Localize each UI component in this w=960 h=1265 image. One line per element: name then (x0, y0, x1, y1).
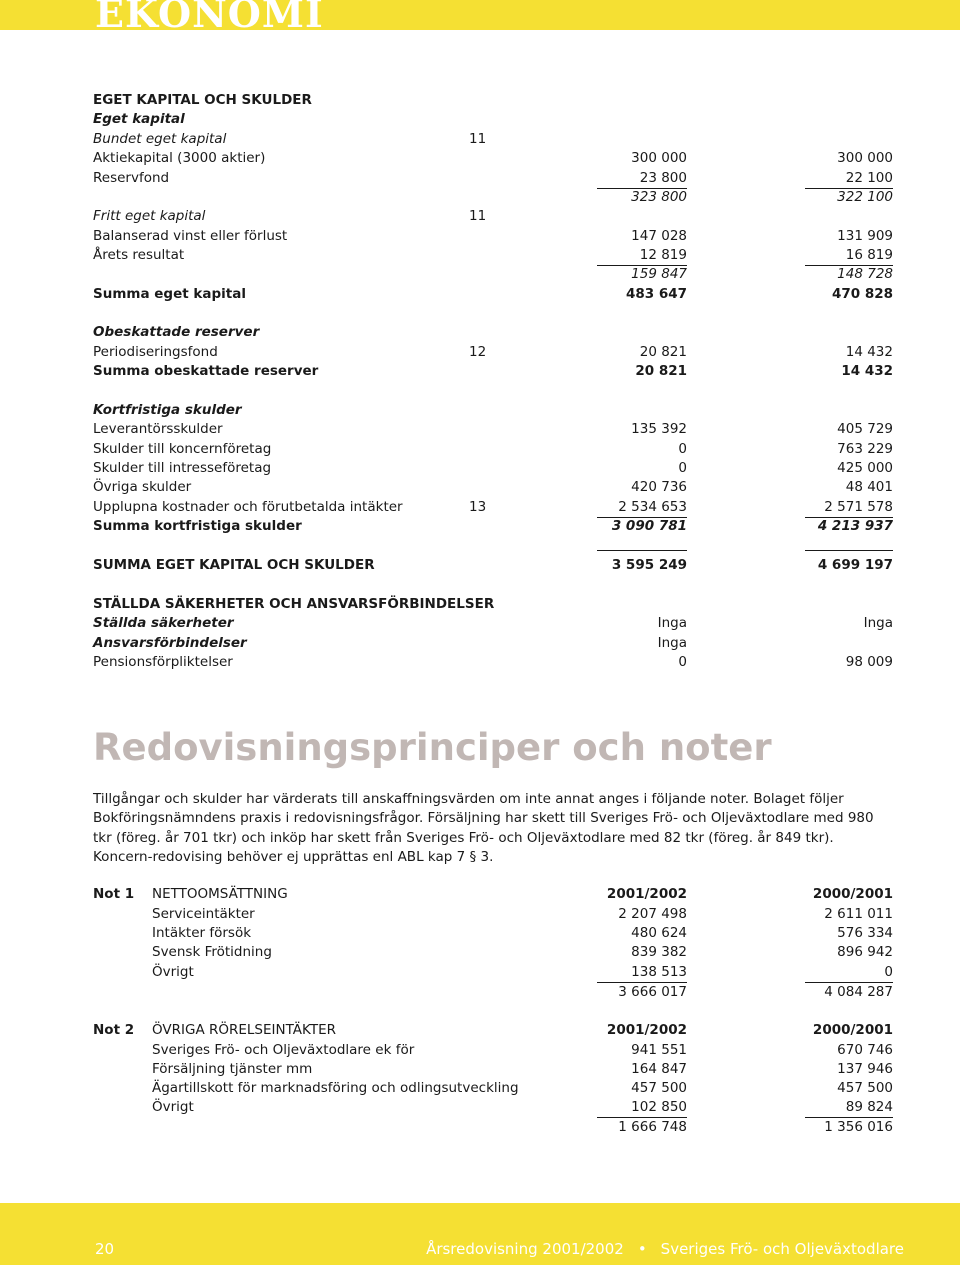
row-label: Svensk Frötidning (152, 944, 272, 960)
table-row (0, 653, 960, 672)
value-previous: 0 (884, 964, 893, 980)
row-label: SUMMA EGET KAPITAL OCH SKULDER (93, 557, 375, 573)
table-row (0, 905, 960, 924)
table-row (0, 943, 960, 962)
value-previous: 405 729 (837, 421, 893, 437)
table-row (0, 459, 960, 478)
value-current: 941 551 (631, 1042, 687, 1058)
subsection-heading: Obeskattade reserver (93, 324, 260, 340)
table-row (0, 963, 960, 982)
value-previous: 763 229 (837, 441, 893, 457)
value-previous: 670 746 (837, 1042, 893, 1058)
value-previous: Inga (863, 615, 893, 631)
table-row (0, 614, 960, 633)
value-current: 483 647 (625, 286, 687, 302)
organization-name: Sveriges Frö- och Oljeväxtodlare (660, 1240, 904, 1258)
value-previous: 98 009 (845, 654, 893, 670)
table-row (0, 1079, 960, 1098)
value-previous: 137 946 (837, 1061, 893, 1077)
header-band (0, 0, 960, 30)
row-label: Övriga skulder (93, 479, 192, 495)
value-current: 300 000 (631, 150, 687, 166)
row-label: Övrigt (152, 964, 194, 980)
value-current: 23 800 (639, 170, 687, 186)
table-row (0, 498, 960, 517)
value-previous: 89 824 (845, 1099, 893, 1115)
table-row (0, 246, 960, 265)
value-previous: 470 828 (831, 286, 893, 302)
value-previous: 14 432 (845, 344, 893, 360)
note-ref: 13 (469, 499, 487, 515)
value-current: 20 821 (639, 344, 687, 360)
value-previous: 131 909 (837, 228, 893, 244)
row-label: Ansvarsförbindelser (93, 635, 247, 651)
value-previous: 2 611 011 (824, 906, 893, 922)
value-current: 147 028 (631, 228, 687, 244)
page-title: EKONOMI (95, 0, 324, 30)
table-row (0, 265, 960, 284)
value-previous: 300 000 (837, 150, 893, 166)
table-row (0, 362, 960, 381)
table-row (0, 343, 960, 362)
value-current: 0 (678, 441, 687, 457)
row-label: Intäkter försök (152, 925, 252, 941)
value-previous: 16 819 (845, 247, 893, 263)
table-row (0, 207, 960, 226)
value-current: 2 534 653 (618, 499, 687, 515)
value-current: 3 090 781 (611, 518, 687, 534)
value-previous: 1 356 016 (824, 1119, 893, 1135)
row-label: Bundet eget kapital (93, 131, 227, 147)
section-heading: STÄLLDA SÄKERHETER OCH ANSVARSFÖRBINDELSER (93, 596, 495, 612)
column-header: 2000/2001 (812, 1022, 893, 1038)
value-previous: 457 500 (837, 1080, 893, 1096)
table-row (0, 634, 960, 653)
row-label: Skulder till koncernföretag (93, 441, 272, 457)
sum-rule (597, 550, 687, 551)
subsection-heading: Kortfristiga skulder (93, 402, 242, 418)
value-current: 135 392 (631, 421, 687, 437)
row-label: Periodiseringsfond (93, 344, 218, 360)
table-row (0, 169, 960, 188)
column-header: 2001/2002 (606, 1022, 687, 1038)
row-label: Fritt eget kapital (93, 208, 206, 224)
table-row (0, 1118, 960, 1137)
bullet-separator: • (637, 1240, 647, 1258)
note-ref: 12 (469, 344, 487, 360)
table-row (0, 149, 960, 168)
principles-paragraph: Tillgångar och skulder har värderats till anskaffningsvärden om inte annat anges i följande noter. Bolaget följer Bokföringsnämndens praxis i redovisningsfrågor. Försäljning har skett till Sveriges Frö- och Oljeväxtodlare med 980 tkr (föreg. år 701 tkr) och inköp har skett från Sveriges Frö- och Oljeväxtodlare med 82 tkr (föreg. år 849 tkr). Koncern-redovising behöver ej upprättas enl ABL kap 7 § 3. (93, 791, 874, 866)
table-row (0, 1041, 960, 1060)
table-row (0, 130, 960, 149)
value-previous: 22 100 (845, 170, 893, 186)
table-row (0, 1098, 960, 1117)
value-previous: 425 000 (837, 460, 893, 476)
value-current: 1 666 748 (618, 1119, 687, 1135)
value-previous: 4 699 197 (817, 557, 893, 573)
footer-text (426, 1240, 904, 1258)
value-current: 159 847 (631, 266, 687, 282)
table-row (0, 110, 960, 129)
row-label: Pensionsförpliktelser (93, 654, 233, 670)
note-title: NETTOOMSÄTTNING (152, 886, 288, 902)
row-label: Summa eget kapital (93, 286, 246, 302)
table-row (0, 1060, 960, 1079)
value-current: Inga (657, 635, 687, 651)
value-current: 839 382 (631, 944, 687, 960)
value-current: 420 736 (631, 479, 687, 495)
value-current: Inga (657, 615, 687, 631)
note-label: Not 1 (93, 886, 135, 902)
value-current: 480 624 (631, 925, 687, 941)
value-current: 164 847 (631, 1061, 687, 1077)
note-ref: 11 (469, 208, 487, 224)
column-header: 2001/2002 (606, 886, 687, 902)
section-heading: EGET KAPITAL OCH SKULDER (93, 92, 312, 108)
row-label: Årets resultat (93, 247, 185, 263)
table-row (0, 440, 960, 459)
row-label: Balanserad vinst eller förlust (93, 228, 288, 244)
row-label: Skulder till intresseföretag (93, 460, 272, 476)
table-row (0, 595, 960, 614)
value-previous: 148 728 (837, 266, 893, 282)
value-current: 457 500 (631, 1080, 687, 1096)
value-current: 0 (678, 460, 687, 476)
table-row (0, 924, 960, 943)
value-previous: 4 084 287 (824, 984, 893, 1000)
value-current: 0 (678, 654, 687, 670)
value-current: 12 819 (639, 247, 687, 263)
value-previous: 2 571 578 (824, 499, 893, 515)
value-current: 323 800 (631, 189, 687, 205)
subsection-heading: Eget kapital (93, 111, 185, 127)
row-label: Serviceintäkter (152, 906, 255, 922)
footer-band (0, 1203, 960, 1265)
value-previous: 14 432 (841, 363, 893, 379)
row-label: Försäljning tjänster mm (152, 1061, 313, 1077)
row-label: Ägartillskott för marknadsföring och odlingsutveckling (152, 1080, 519, 1096)
value-previous: 322 100 (837, 189, 893, 205)
table-row (0, 323, 960, 342)
table-row (0, 91, 960, 110)
table-row (0, 227, 960, 246)
row-label: Summa kortfristiga skulder (93, 518, 302, 534)
table-row (0, 285, 960, 304)
row-label: Summa obeskattade reserver (93, 363, 319, 379)
note-ref: 11 (469, 131, 487, 147)
value-previous: 48 401 (845, 479, 893, 495)
row-label: Upplupna kostnader och förutbetalda intäkter (93, 499, 403, 515)
value-current: 2 207 498 (618, 906, 687, 922)
value-current: 20 821 (635, 363, 687, 379)
table-row (0, 983, 960, 1002)
row-label: Sveriges Frö- och Oljeväxtodlare ek för (152, 1042, 415, 1058)
value-current: 102 850 (631, 1099, 687, 1115)
value-previous: 4 213 937 (817, 518, 893, 534)
value-current: 3 595 249 (611, 557, 687, 573)
column-header: 2000/2001 (812, 886, 893, 902)
row-label: Aktiekapital (3000 aktier) (93, 150, 266, 166)
row-label: Leverantörsskulder (93, 421, 223, 437)
table-row (0, 517, 960, 536)
table-row (0, 556, 960, 575)
row-label: Övrigt (152, 1099, 194, 1115)
table-row (0, 1021, 960, 1040)
table-row (0, 188, 960, 207)
note-title: ÖVRIGA RÖRELSEINTÄKTER (152, 1022, 336, 1038)
table-row (0, 420, 960, 439)
value-previous: 896 942 (837, 944, 893, 960)
report-title: Årsredovisning 2001/2002 (426, 1240, 624, 1258)
page-number: 20 (95, 1240, 115, 1258)
value-previous: 576 334 (837, 925, 893, 941)
table-row (0, 478, 960, 497)
table-row (0, 885, 960, 904)
row-label: Ställda säkerheter (93, 615, 234, 631)
value-current: 138 513 (631, 964, 687, 980)
value-current: 3 666 017 (618, 984, 687, 1000)
note-label: Not 2 (93, 1022, 135, 1038)
sum-rule (805, 550, 893, 551)
row-label: Reservfond (93, 170, 170, 186)
principles-heading: Redovisningsprinciper och noter (93, 726, 772, 769)
table-row (0, 401, 960, 420)
